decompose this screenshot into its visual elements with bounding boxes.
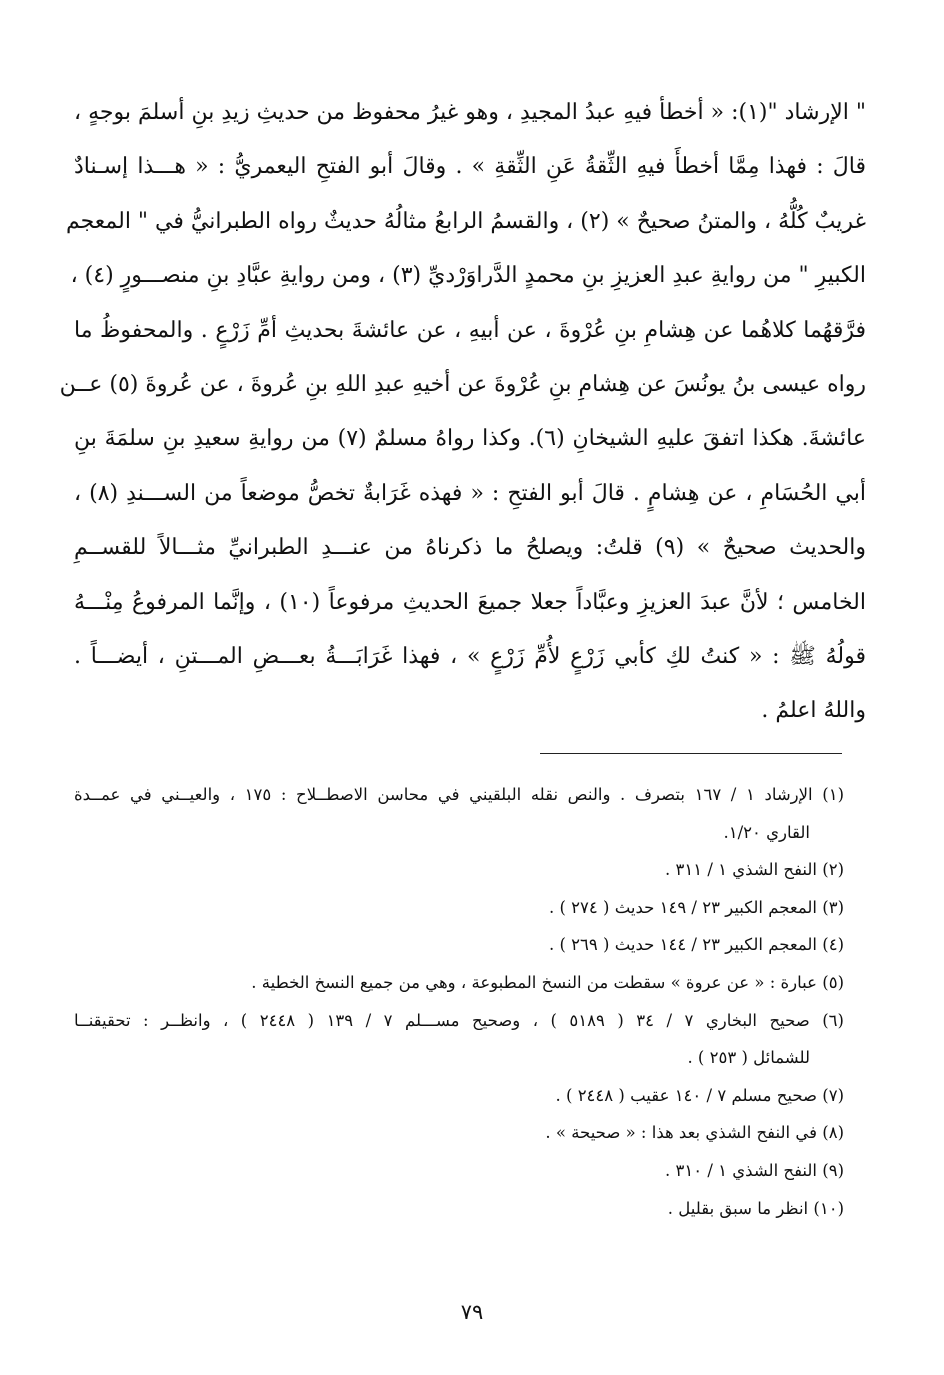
body-line: الكبيرِ " من روايةِ عبدِ العزيزِ بنِ محمدٍ الدَّراوَرْديِّ (٣) ، ومن روايةِ عبَّادِ بنِ منصـــورٍ (٤) ، xyxy=(70,263,866,289)
footnote-line: للشمائل ( ٢٥٣ ) . xyxy=(687,1048,810,1068)
body-line: الخامس ؛ لأنَّ عبدَ العزيزِ وعبَّاداً جعلا جميعَ الحديثِ مرفوعاً (١٠) ، وإنَّما المرفوعُ مِنْـــهُ xyxy=(74,589,866,615)
footnote-separator xyxy=(540,753,842,754)
footnote-line: (٣) المعجم الكبير ٢٣ / ١٤٩ حديث ( ٢٧٤ ) . xyxy=(549,897,844,917)
body-line: قولُهُ ﷺ : « كنتُ لكِ كأبي زَرْعٍ لأُمِّ زَرْعٍ » ، فهذا غَرَابَـــةُ بعـــضِ المـــتنِ ، أيضـــاً . xyxy=(74,643,866,669)
footnote-line: (١٠) انظر ما سبق بقليل . xyxy=(667,1198,844,1218)
body-line: " الإرشاد "(١): « أخطأ فيهِ عبدُ المجيدِ ، وهو غيرُ محفوظ من حديثِ زيدِ بنِ أسلمَ بوجهٍ ، xyxy=(74,100,866,125)
body-line: أبي الحُسَامِ ، عن هِشامٍ . قالَ أبو الفتحِ : « فهذه غَرَابةٌ تخصُّ موضعاً من الســـندِ (٨) ، xyxy=(74,480,866,506)
footnote-line: (٢) النفح الشذي ١ / ٣١١ . xyxy=(664,860,844,880)
footnote-line: (٥) عبارة : « عن عروة » سقطت من النسخ المطبوعة ، وهي من جميع النسخ الخطية . xyxy=(251,972,844,992)
footnotes xyxy=(74,776,844,1227)
body-line: واللهُ اعلمُ . xyxy=(761,698,866,724)
footnote-line: (٨) في النفح الشذي بعد هذا : « صحيحة » . xyxy=(545,1123,844,1143)
body-line: عائشةَ. هكذا اتفقَ عليهِ الشيخانِ (٦). وكذا رواهُ مسلمٌ (٧) من روايةِ سعيدِ بنِ سلمَةَ بنِ xyxy=(74,426,866,452)
footnote-line: (٩) النفح الشذي ١ / ٣١٠ . xyxy=(664,1160,844,1180)
body-line: قالَ : فهذا مِمَّا أخطأَ فيهِ الثِّقةُ عَنِ الثِّقةِ » . وقالَ أبو الفتحِ اليعمريُّ : « هـــذا إسـنادٌ xyxy=(74,154,866,180)
body-line: والحديث صحيحٌ » (٩) قلتُ: ويصلحُ ما ذكرناهُ من عنـــدِ الطبرانيِّ مثـــالاً للقســمِ xyxy=(74,535,866,561)
body-line: رواه عيسى بنُ يونُسَ عن هِشامِ بنِ عُرْوةَ عن أخيهِ عبدِ اللهِ بنِ عُروةَ ، عن عُروةَ (٥) عــن xyxy=(59,371,866,397)
body-line: فرَّقهُما كلاهُما عن هِشامِ بنِ عُرْوةَ ، عن أبيهِ ، عن عائشةَ بحديثِ أمِّ زَرْعٍ . والمحفوظُ ما xyxy=(74,317,866,343)
footnote-line: القاري ١/٢٠. xyxy=(723,822,810,842)
footnote-line: (١) الإرشاد ١ / ١٦٧ بتصرف . والنص نقله البلقيني في محاسن الاصطــلاح : ١٧٥ ، والعيــني في عمــدة xyxy=(74,785,844,804)
page-number: ٧٩ xyxy=(460,1300,484,1324)
footnote-line: (٦) صحيح البخاري ٧ / ٣٤ ( ٥١٨٩ ) ، وصحيح مســـلم ٧ / ١٣٩ ( ٢٤٤٨ ) ، وانظــر : تحقيقنــا xyxy=(74,1010,844,1030)
footnote-line: (٧) صحيح مسلم ٧ / ١٤٠ عقيب ( ٢٤٤٨ ) . xyxy=(555,1085,844,1105)
main-text xyxy=(59,86,866,739)
footnote-line: (٤) المعجم الكبير ٢٣ / ١٤٤ حديث ( ٢٦٩ ) . xyxy=(549,935,844,955)
body-line: غريبٌ كُلُّهُ ، والمتنُ صحيحٌ » (٢) ، والقسمُ الرابعُ مثالُهُ حديثٌ رواه الطبرانيُّ في " المعجم xyxy=(65,208,866,234)
